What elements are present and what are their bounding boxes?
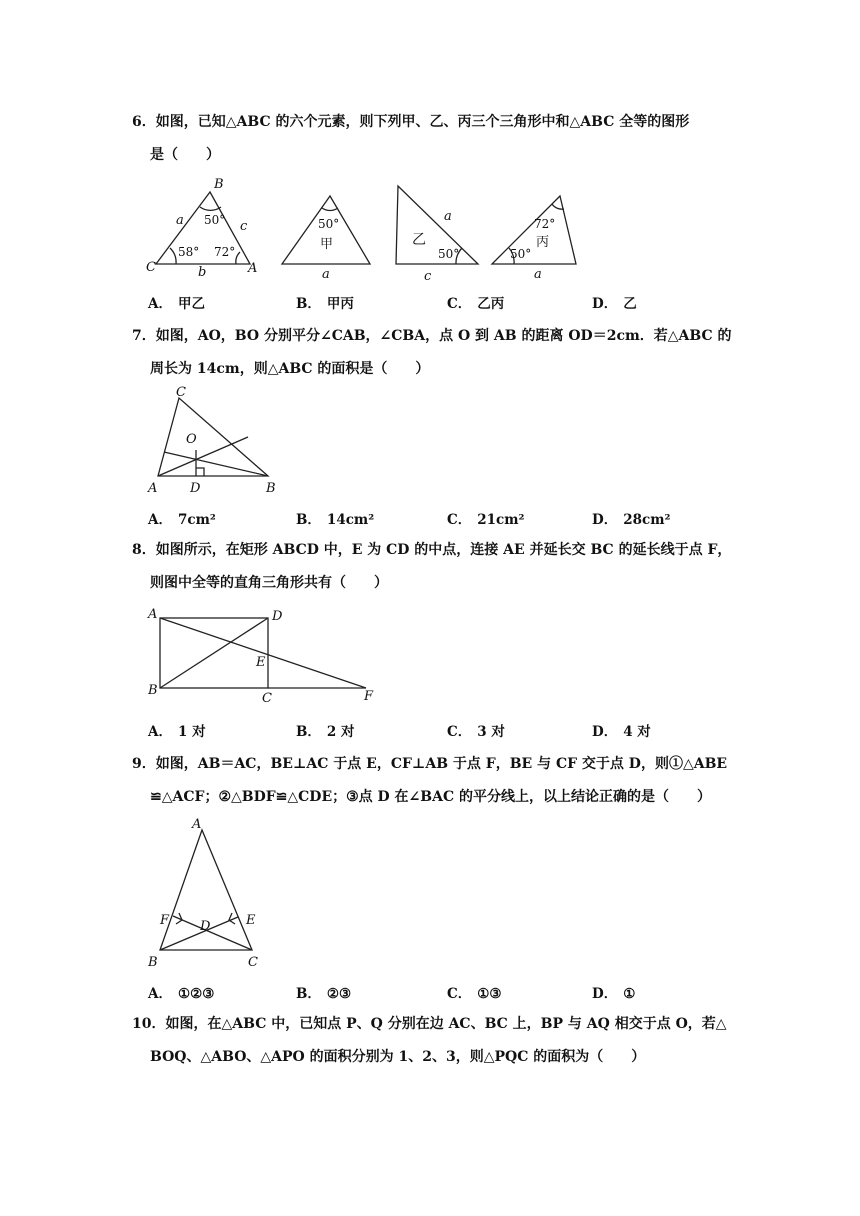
- label-e: E: [246, 913, 256, 928]
- option-a[interactable]: A． 1 对: [148, 724, 206, 740]
- question-6-line-2: 是（ ）: [150, 147, 220, 163]
- yi-side-a: a: [444, 209, 452, 224]
- option-c[interactable]: C． 3 对: [447, 724, 505, 740]
- question-9-figure: [140, 812, 280, 972]
- question-8-options: [148, 720, 768, 740]
- label-a: A: [148, 607, 158, 622]
- question-7-figure: [140, 382, 290, 498]
- label-b: B: [214, 177, 224, 192]
- side-a: a: [176, 213, 184, 228]
- question-9-options: [148, 982, 768, 1002]
- yi-angle-label: 50°: [438, 247, 460, 261]
- question-8-line-2: 则图中全等的直角三角形共有（ ）: [150, 575, 388, 591]
- bing-angle-top: 72°: [534, 217, 556, 231]
- option-d[interactable]: D． 4 对: [592, 724, 651, 740]
- angle-c-label: 58°: [178, 245, 200, 259]
- question-10-line-2: BOQ、△ABO、△APO 的面积分别为 1、2、3，则△PQC 的面积为（ ）: [150, 1049, 646, 1065]
- question-text: 如图，AB＝AC，BE⊥AC 于点 E，CF⊥AB 于点 F，BE 与 CF 交于点 D，则①△ABE: [155, 756, 728, 772]
- question-number: 6．: [132, 114, 156, 130]
- option-c[interactable]: C． 乙丙: [447, 296, 505, 312]
- question-number: 9．: [132, 756, 156, 772]
- question-text: 如图，AO，BO 分别平分∠CAB，∠CBA，点 O 到 AB 的距离 OD＝2cm．若△ABC 的: [155, 328, 732, 344]
- angle-a-label: 72°: [214, 245, 236, 259]
- side-c: c: [240, 219, 248, 234]
- label-a: A: [148, 481, 158, 496]
- jia-angle-label: 50°: [318, 217, 340, 231]
- label-c: C: [248, 955, 258, 970]
- label-o: O: [186, 432, 197, 447]
- label-d: D: [200, 919, 211, 934]
- option-b[interactable]: B． 甲丙: [296, 296, 354, 312]
- triangle-abc: [146, 177, 257, 280]
- option-b[interactable]: B． ②③: [296, 986, 352, 1002]
- triangle-bing: [492, 196, 576, 282]
- question-7-options: [148, 508, 768, 528]
- label-a: A: [248, 261, 258, 276]
- option-d[interactable]: D． 28cm²: [592, 512, 671, 528]
- question-7-line-2: 周长为 14cm，则△ABC 的面积是（ ）: [150, 361, 430, 377]
- question-text: 如图所示，在矩形 ABCD 中，E 为 CD 的中点，连接 AE 并延长交 BC 的延长线于点 F，: [155, 542, 732, 558]
- side-b: b: [198, 265, 207, 280]
- label-b: B: [266, 481, 276, 496]
- jia-name: 甲: [320, 237, 334, 252]
- option-b[interactable]: B． 2 对: [296, 724, 355, 740]
- question-number: 8．: [132, 542, 156, 558]
- question-number: 7．: [132, 328, 156, 344]
- question-8-line-1: [132, 540, 732, 560]
- label-c: C: [176, 385, 186, 400]
- option-a[interactable]: A． ①②③: [148, 986, 215, 1002]
- question-6-line-1: [132, 112, 732, 132]
- question-9-line-1: [132, 754, 732, 774]
- bing-side-label: a: [534, 267, 542, 282]
- triangle-jia: [282, 196, 370, 282]
- option-c[interactable]: C． ①③: [447, 986, 502, 1002]
- option-c[interactable]: C． 21cm²: [447, 512, 525, 528]
- label-f: F: [364, 689, 374, 704]
- option-a[interactable]: A． 甲乙: [148, 296, 205, 312]
- question-10-line-1: [132, 1014, 732, 1034]
- option-b[interactable]: B． 14cm²: [296, 512, 375, 528]
- question-7-line-1: [132, 326, 732, 346]
- label-d: D: [272, 609, 283, 624]
- option-d[interactable]: D． 乙: [592, 296, 637, 312]
- label-b: B: [148, 683, 158, 698]
- label-c: C: [262, 691, 272, 706]
- question-6-figure: [140, 170, 600, 282]
- label-b: B: [148, 955, 158, 970]
- jia-side-label: a: [322, 267, 330, 282]
- angle-b-label: 50°: [204, 213, 226, 227]
- bing-name: 丙: [536, 235, 550, 250]
- option-a[interactable]: A． 7cm²: [148, 512, 216, 528]
- label-a: A: [192, 817, 202, 832]
- label-d: D: [190, 481, 201, 496]
- question-6-options: [148, 292, 768, 312]
- option-d[interactable]: D． ①: [592, 986, 636, 1002]
- yi-side-c: c: [424, 269, 432, 282]
- label-c: C: [146, 260, 156, 275]
- question-9-line-2: ≌△ACF；②△BDF≌△CDE；③点 D 在∠BAC 的平分线上，以上结论正确的是（ ）: [150, 789, 712, 805]
- question-number: 10．: [132, 1016, 166, 1032]
- bing-angle-left: 50°: [510, 247, 532, 261]
- yi-name: 乙: [412, 232, 426, 248]
- question-text: 如图，已知△ABC 的六个元素，则下列甲、乙、丙三个三角形中和△ABC 全等的图形: [155, 114, 690, 130]
- label-f: F: [160, 913, 170, 928]
- label-e: E: [256, 655, 266, 670]
- triangle-yi: [396, 186, 478, 282]
- question-text: 如图，在△ABC 中，已知点 P、Q 分别在边 AC、BC 上，BP 与 AQ 相交于点 O，若△: [165, 1016, 727, 1032]
- question-8-figure: [140, 602, 390, 706]
